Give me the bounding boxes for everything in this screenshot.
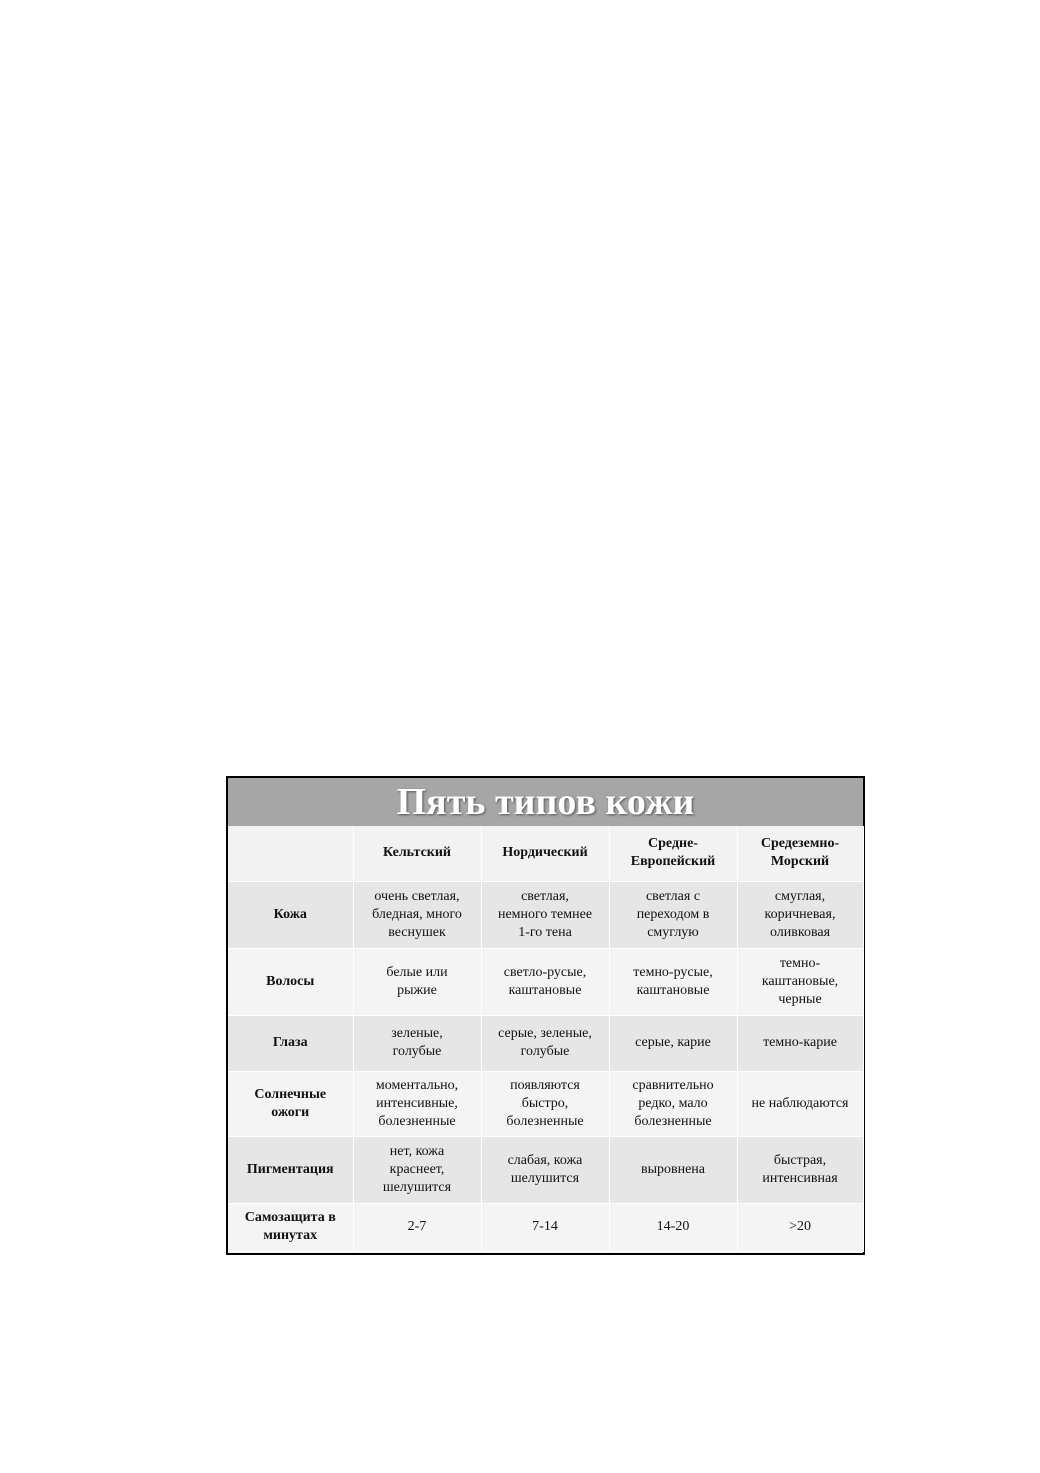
header-cell-nordic: Нордический [481,826,609,881]
table-cell: 2-7 [353,1203,481,1251]
table-cell: светло-русые, каштановые [481,948,609,1015]
table-cell: серые, карие [609,1015,737,1071]
table-cell: быстрая, интенсивная [737,1136,863,1203]
table-cell: темно-карие [737,1015,863,1071]
table-cell: выровнена [609,1136,737,1203]
table-cell: появляются быстро, болезненные [481,1071,609,1136]
table-row [228,1136,863,1203]
table-row [228,1071,863,1136]
table-cell: 14-20 [609,1203,737,1251]
table-cell: не наблюдаются [737,1071,863,1136]
row-label: Глаза [228,1015,353,1071]
header-cell-empty [228,826,353,881]
table-cell: сравнительно редко, мало болезненные [609,1071,737,1136]
table-title: Пять типов кожи [228,778,863,826]
header-cell-central-european: Средне- Европейский [609,826,737,881]
row-label: Самозащита в минутах [228,1203,353,1251]
table-cell: моментально, интенсивные, болезненные [353,1071,481,1136]
row-label: Пигментация [228,1136,353,1203]
table-cell: слабая, кожа шелушится [481,1136,609,1203]
table-row [228,1015,863,1071]
table-row [228,948,863,1015]
table-cell: 7-14 [481,1203,609,1251]
table-cell: >20 [737,1203,863,1251]
skin-types-table-figure [226,776,865,1255]
table-cell: белые или рыжие [353,948,481,1015]
table-cell: светлая, немного темнее 1-го тена [481,881,609,948]
table-cell: светлая с переходом в смуглую [609,881,737,948]
header-cell-celtic: Кельтский [353,826,481,881]
table-row [228,1203,863,1251]
table-header-row [228,826,863,881]
table-cell: темно-русые, каштановые [609,948,737,1015]
table-cell: очень светлая, бледная, много веснушек [353,881,481,948]
row-label: Солнечные ожоги [228,1071,353,1136]
table-cell: зеленые, голубые [353,1015,481,1071]
table-cell: темно- каштановые, черные [737,948,863,1015]
header-cell-mediterranean: Средеземно- Морский [737,826,863,881]
skin-types-table [228,826,864,1252]
row-label: Волосы [228,948,353,1015]
row-label: Кожа [228,881,353,948]
table-cell: серые, зеленые, голубые [481,1015,609,1071]
table-cell: нет, кожа краснеет, шелушится [353,1136,481,1203]
table-cell: смуглая, коричневая, оливковая [737,881,863,948]
table-row [228,881,863,948]
